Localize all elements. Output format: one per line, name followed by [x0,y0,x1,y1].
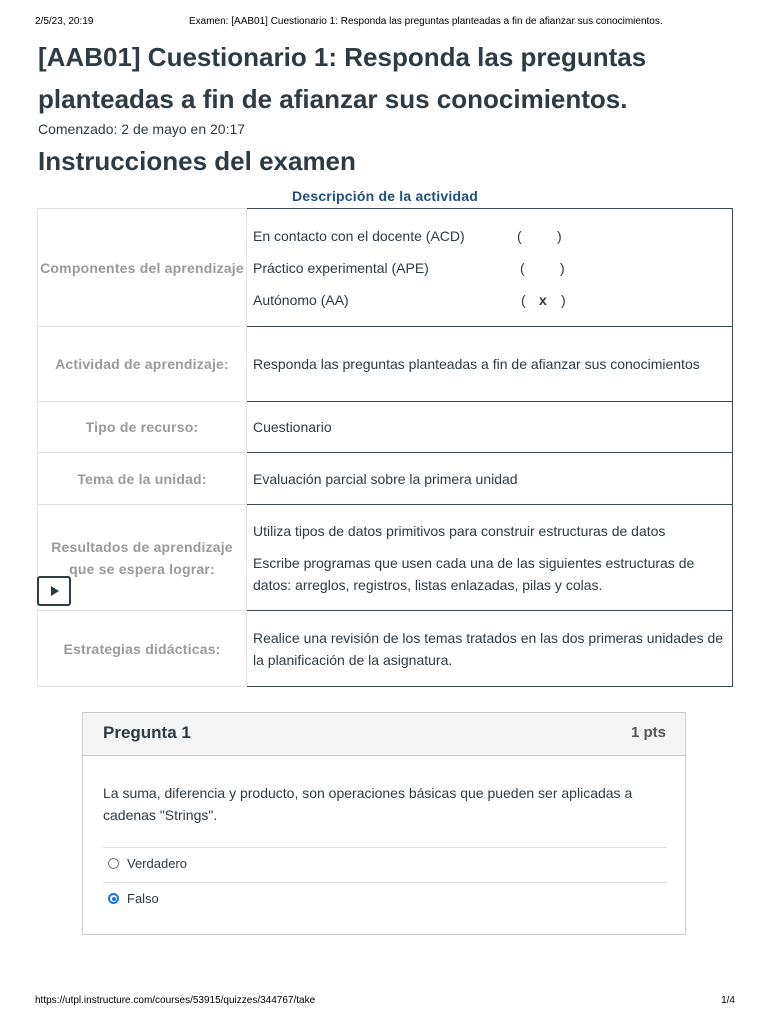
started-label: Comenzado: [38,121,118,137]
component-ape-text: Práctico experimental (APE) [253,259,429,276]
radio-checked-icon[interactable] [108,893,119,904]
answer-label: Falso [127,891,159,906]
results-values [247,505,733,611]
component-ape [253,252,726,284]
results-label: Resultados de aprendizaje que se espera lograr: [38,505,247,611]
print-url: https://utpl.instructure.com/courses/53915/quizzes/344767/take [35,995,316,1006]
activity-label: Actividad de aprendizaje: [38,327,247,402]
component-aa-open: ( [521,291,526,308]
print-title: Examen: [AAB01] Cuestionario 1: Responda las preguntas planteadas a fin de afianzar sus conocimientos. [189,16,663,27]
question-points: 1 pts [630,724,666,741]
activity-table [37,208,733,687]
topic-value: Evaluación parcial sobre la primera unidad [247,453,733,505]
component-aa-mark: x [539,291,547,308]
question-name: Pregunta 1 [103,723,191,742]
component-aa-close: ) [561,291,566,308]
quiz-started [38,121,245,137]
print-header [35,16,733,30]
answer-falso[interactable] [103,882,667,917]
question-header [83,713,685,756]
result-item: Escribe programas que usen cada una de las siguientes estructuras de datos: arreglos, registros, listas enlazadas, pilas y colas. [253,554,695,593]
result-item: Utiliza tipos de datos primitivos para construir estructuras de datos [253,522,666,539]
row-activity [38,327,733,402]
quiz-title: [AAB01] Cuestionario 1: Responda las preguntas planteadas a fin de afianzar sus conocimientos. [38,42,647,114]
component-ape-close: ) [560,259,565,276]
radio-unchecked-icon[interactable] [108,858,119,869]
question-text: La suma, diferencia y producto, son operaciones básicas que pueden ser aplicadas a cadenas "Strings". [103,785,633,823]
component-acd-close: ) [557,227,562,244]
answer-verdadero[interactable] [103,847,667,882]
strategies-label: Estrategias didácticas: [38,611,247,687]
print-timestamp: 2/5/23, 20:19 [35,16,94,27]
row-results [38,505,733,611]
row-topic [38,453,733,505]
started-value: 2 de mayo en 20:17 [121,121,246,137]
topic-label: Tema de la unidad: [38,453,247,505]
component-aa-text: Autónomo (AA) [253,291,349,308]
component-acd-text: En contacto con el docente (ACD) [253,227,465,244]
print-page-number: 1/4 [721,995,735,1006]
row-components [38,209,733,327]
component-aa [253,284,726,316]
row-resource [38,402,733,453]
component-acd [253,220,726,252]
row-strategies [38,611,733,687]
component-acd-open: ( [517,227,522,244]
resource-value: Cuestionario [247,402,733,453]
components-values [247,209,733,327]
question-1 [82,712,686,935]
components-label: Componentes del aprendizaje [38,209,247,327]
play-icon[interactable] [37,576,71,606]
instructions-title: Instrucciones del examen [38,146,356,176]
activity-description-header: Descripción de la actividad [292,188,478,204]
answer-label: Verdadero [127,856,187,871]
resource-label: Tipo de recurso: [38,402,247,453]
activity-value: Responda las preguntas planteadas a fin de afianzar sus conocimientos [247,327,733,402]
strategies-value: Realice una revisión de los temas tratados en las dos primeras unidades de la planificación de la asignatura. [247,611,733,687]
component-ape-open: ( [520,259,525,276]
